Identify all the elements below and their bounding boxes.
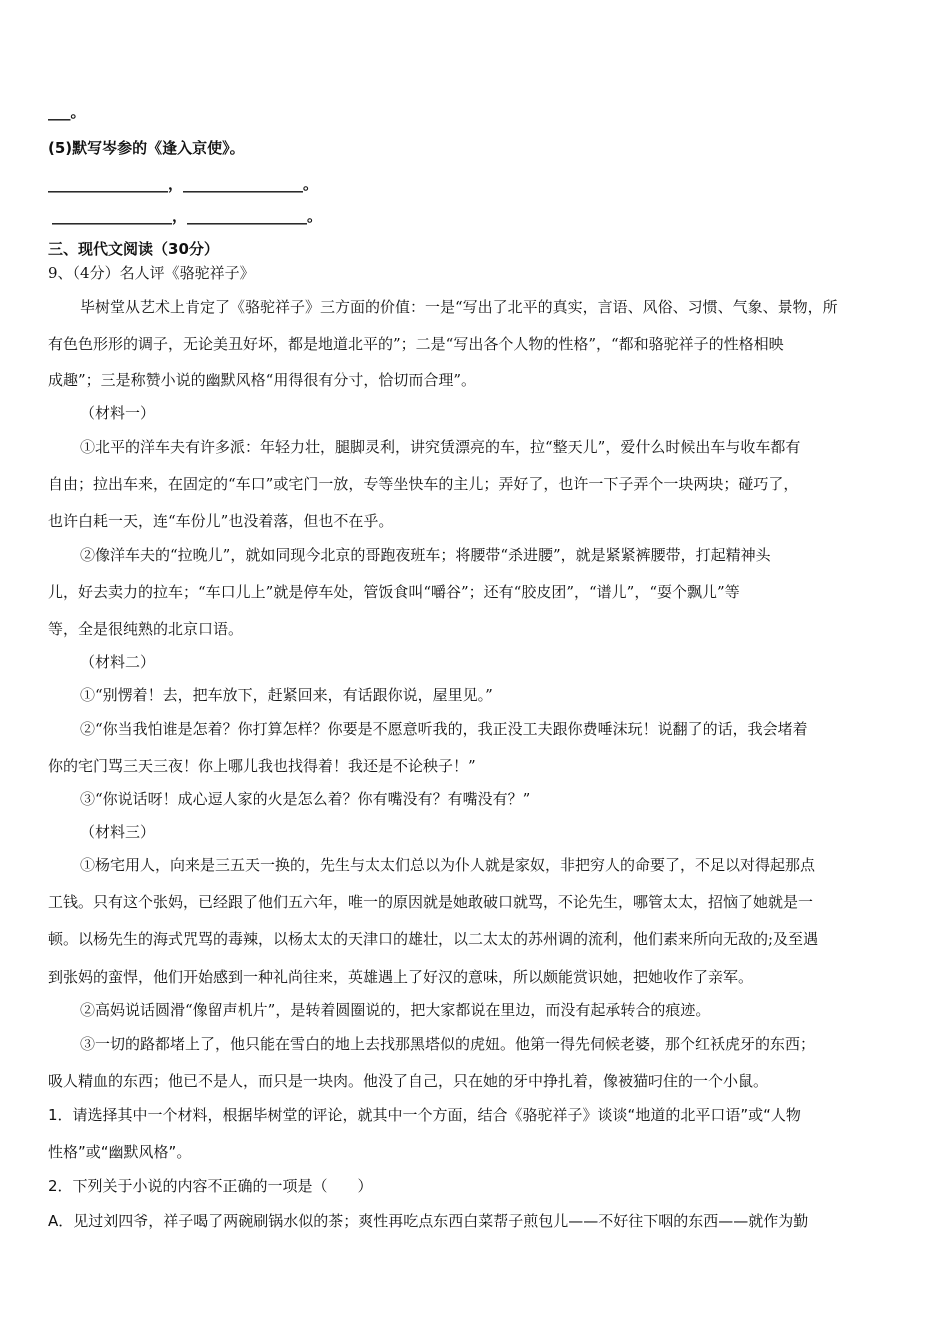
- material-2-para-2: 你的宅门骂三天三夜！你上哪儿我也找得着！我还是不论秧子！”: [48, 757, 476, 775]
- section-3-title: 三、现代文阅读（30分）: [48, 240, 219, 258]
- intro-line: 有色色形形的调子，无论美丑好坏，都是地道北平的”；二是“写出各个人物的性格”，“都和骆驼祥子的性格相映: [48, 335, 784, 353]
- material-3-para-1: 顿。以杨先生的海式咒骂的毒辣，以杨太太的天津口的雄壮，以二太太的苏州调的流利，他们素来所向无敌的;及至遇: [48, 930, 819, 948]
- material-3-para-3: 吸人精血的东西；他已不是人，而只是一块肉。他没了自己，只在她的牙中挣扎着，像被猫叼住的一个小鼠。: [48, 1072, 769, 1090]
- answer-line-2: ________________，________________。: [52, 207, 323, 225]
- intro-line: 成趣”；三是称赞小说的幽默风格“用得很有分寸，恰切而合理”。: [48, 371, 477, 389]
- material-2-para-1: ①“别愣着！去，把车放下，赶紧回来，有话跟你说，屋里见。”: [80, 686, 493, 704]
- material-3-para-2: ②高妈说话圆滑“像留声机片”，是转着圆圈说的，把大家都说在里边，而没有起承转合的痕迹。: [80, 1001, 711, 1019]
- material-1-para-1: 自由；拉出车来，在固定的“车口”或宅门一放，专等坐快车的主儿；弄好了，也许一下子弄个一块两块；碰巧了，: [48, 475, 799, 493]
- material-3-para-1: ①杨宅用人，向来是三五天一换的，先生与太太们总以为仆人就是家奴，非把穷人的命要了，不足以对得起那点: [80, 856, 816, 874]
- material-1-para-2: 儿，好去卖力的拉车；“车口儿上”就是停车处，管饭食叫“嚼谷”；还有“胶皮团”，“谱儿”，“耍个飘儿”等: [48, 583, 740, 601]
- material-1-label: （材料一）: [80, 404, 156, 422]
- material-2-para-2: ②“你当我怕谁是怎着？你打算怎样？你要是不愿意听我的，我正没工夫跟你费唾沫玩！说翻了的话，我会堵着: [80, 720, 808, 738]
- material-3-para-3: ③一切的路都堵上了，他只能在雪白的地上去找那黑塔似的虎妞。他第一得先伺候老婆，那个红袄虎牙的东西；: [80, 1035, 816, 1053]
- material-1-para-1: 也许白耗一天，连“车份儿”也没着落，但也不在乎。: [48, 512, 394, 530]
- sub-question-1: 性格”或“幽默风格”。: [48, 1143, 192, 1161]
- question-5-title: (5)默写岑参的《逢入京使》。: [48, 139, 245, 157]
- intro-line: 毕树堂从艺术上肯定了《骆驼祥子》三方面的价值：一是“写出了北平的真实，言语、风俗、习惯、气象、景物，所: [80, 298, 838, 316]
- material-3-label: （材料三）: [80, 823, 156, 841]
- material-3-para-1: 到张妈的蛮悍，他们开始感到一种礼尚往来，英雄遇上了好汉的意味，所以颇能赏识她，把她收作了亲军。: [48, 968, 754, 986]
- material-2-para-3: ③“你说话呀！成心逗人家的火是怎么着？你有嘴没有？有嘴没有？”: [80, 790, 531, 808]
- material-3-para-1: 工钱。只有这个张妈，已经跟了他们五六年，唯一的原因就是她敢破口就骂，不论先生，哪管太太，招恼了她就是一: [48, 893, 814, 911]
- sub-question-2: 2．下列关于小说的内容不正确的一项是（ ）: [48, 1177, 373, 1195]
- blank-end: ___。: [48, 103, 86, 121]
- answer-line-1: ________________，________________。: [48, 175, 319, 193]
- material-2-label: （材料二）: [80, 653, 156, 671]
- option-a: A．见过刘四爷，祥子喝了两碗刷锅水似的茶；爽性再吃点东西白菜帮子煎包儿——不好往下咽的东西——就作为勤: [48, 1212, 809, 1230]
- material-1-para-2: ②像洋车夫的“拉晚儿”，就如同现今北京的哥跑夜班车；将腰带“杀进腰”，就是紧紧裤腰带，打起精神头: [80, 546, 771, 564]
- material-1-para-1: ①北平的洋车夫有许多派：年轻力壮，腿脚灵利，讲究赁漂亮的车，拉“整天儿”，爱什么时候出车与收车都有: [80, 438, 801, 456]
- material-1-para-2: 等，全是很纯熟的北京口语。: [48, 620, 244, 638]
- question-9-title: 9、（4分）名人评《骆驼祥子》: [48, 264, 255, 282]
- sub-question-1: 1．请选择其中一个材料，根据毕树堂的评论，就其中一个方面，结合《骆驼祥子》谈谈“地道的北平口语”或“人物: [48, 1106, 801, 1124]
